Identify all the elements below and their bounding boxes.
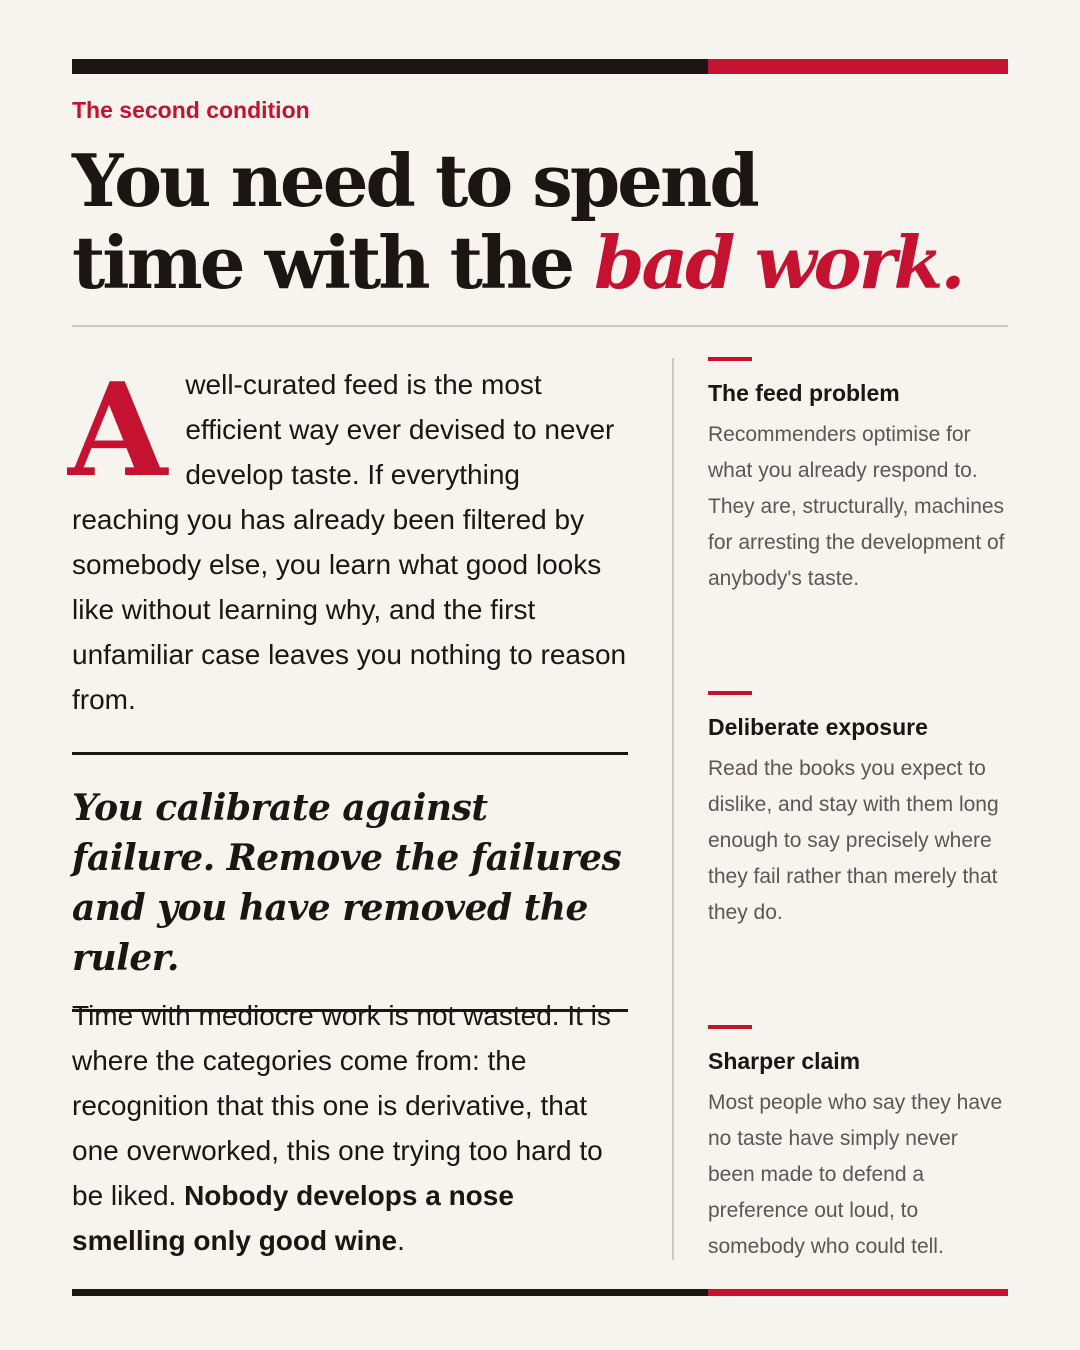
lead-text: well-curated feed is the most efficient way ever devised to never develop taste. If everything reaching you has already been filtered by somebody else, you learn what good looks like without learning why, and the first unfamiliar case leaves you nothing to reason from.: [72, 369, 627, 715]
headline-line-2: time with the: [72, 220, 573, 305]
sidebar-divider: [672, 358, 674, 1260]
top-rule: [72, 59, 1008, 74]
closing-text: Time with mediocre work is not wasted. It is where the categories come from: the recognition that this one is derivative, that one overworked, this one trying too hard to be liked.: [72, 1000, 611, 1211]
note-body: Read the books you expect to dislike, and stay with them long enough to say precisely where they fail rather than merely that they do.: [708, 757, 999, 924]
note-accent-mark: [708, 357, 752, 361]
headline-accent: bad work.: [594, 220, 963, 305]
headline-line-1: You need to spend: [72, 138, 757, 223]
bottom-rule: [72, 1289, 1008, 1296]
drop-cap: A: [68, 356, 168, 506]
note-body: Most people who say they have no taste have simply never been made to defend a preference out loud, to somebody who could tell.: [708, 1091, 1003, 1258]
note-accent-mark: [708, 1025, 752, 1029]
sidebar-note-deliberate-exposure: [708, 691, 1008, 931]
top-rule-red-segment: [708, 59, 1008, 74]
eyebrow-label: The second condition: [72, 97, 310, 123]
main-column: [68, 356, 628, 722]
closing-emphasis: Nobody develops a nose smelling only good wine: [72, 1180, 514, 1256]
note-accent-mark: [708, 691, 752, 695]
header-divider: [72, 325, 1008, 327]
note-body: Recommenders optimise for what you already respond to. They are, structurally, machines for arresting the development of anybody's taste.: [708, 423, 1005, 590]
bottom-rule-dark-segment: [72, 1289, 708, 1296]
pull-quote: [72, 752, 628, 1012]
note-title: Deliberate exposure: [708, 714, 928, 740]
headline: [72, 140, 1008, 304]
pull-quote-text: You calibrate against failure. Remove the failures and you have removed the ruler.: [72, 787, 622, 979]
note-title: The feed problem: [708, 380, 900, 406]
closing-end: .: [397, 1225, 405, 1256]
top-rule-dark-segment: [72, 59, 708, 74]
sidebar-note-feed-problem: [708, 357, 1008, 597]
closing-paragraph: [72, 993, 628, 1263]
bottom-rule-red-segment: [708, 1289, 1008, 1296]
sidebar-note-sharper-claim: [708, 1025, 1008, 1265]
note-title: Sharper claim: [708, 1048, 861, 1074]
lead-paragraph: [68, 356, 628, 722]
